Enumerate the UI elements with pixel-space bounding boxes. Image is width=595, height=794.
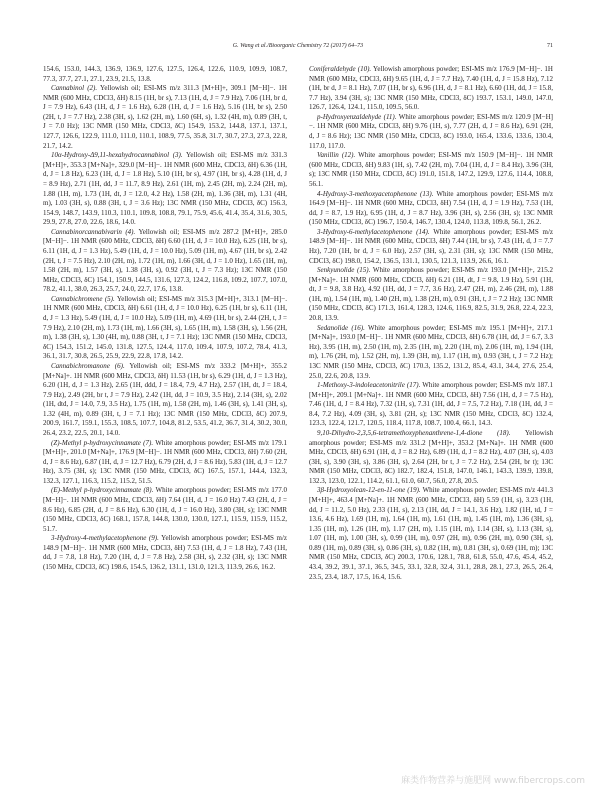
compound-name: 1-Methoxy-3-indoleacetonitrile (17). xyxy=(317,381,421,390)
compound-entry xyxy=(43,295,287,362)
compound-data: Yellowish oil; ESI-MS m/z 331.3 [M+H]+, 353.3 [M+Na]+, 329.0 [M−H]−. 1H NMR (600 MHz, CDCl3, δH) 6.36 (1H, d, J = 1.8 Hz), 6.23 (1H, d, J = 1.8 Hz), 5.10 (1H, br s), 4.97 (1H, br s), 4.28 (1H, d, J = 8.9 Hz), 2.71 (1H, dd, J = 11.7, 8.9 Hz), 2.61 (1H, m), 2.45 (2H, m), 2.24 (2H, m), 1.88 (1H, m), 1.73 (1H, dt, J = 12.0, 4.2 Hz), 1.58 (2H, m), 1.36 (3H, m), 1.31 (4H, m), 1.03 (3H, s), 0.88 (3H, t, J = 3.6 Hz); 13C NMR (150 MHz, CDCl3, δC) 156.3, 154.9, 148.7, 143.9, 110.3, 110.1, 109.8, 108.8, 79.1, 75.9, 45.6, 41.4, 35.4, 31.6, 30.5, 29.9, 27.8, 27.0, 22.6, 18.6, 14.0. xyxy=(43,151,287,227)
compound-name: Cannabinorcannabivarin (4). xyxy=(51,227,136,236)
compound-entry xyxy=(309,151,553,189)
compound-entry xyxy=(309,381,553,429)
compound-name: Cannabinol (2). xyxy=(51,84,98,93)
compound-data: Yellowish amorphous powder; ESI-MS m/z 148.9 [M−H]−. 1H NMR (600 MHz, CDCl3, δH) 7.53 (1H, d, J = 1.8 Hz), 7.43 (1H, dd, J = 7.8, 1.8 Hz), 7.20 (1H, d, J = 7.8 Hz), 2.58 (3H, s), 2.32 (3H, s); 13C NMR (150 MHz, CDCl3, δC) 198.6, 154.5, 136.2, 131.1, 131.0, 121.3, 113.9, 26.6, 16.2. xyxy=(43,534,287,572)
compound-name: 9,10-Dihydro-2,3,5,6-tetramethoxyphenanthrene-1,4-dione (18). xyxy=(317,428,511,437)
compound-entry xyxy=(309,429,553,486)
running-header xyxy=(43,43,553,55)
compound-data: Yellowish amorphous powder; ESI-MS m/z 331.2 [M+H]+, 353.2 [M+Na]+. 1H NMR (600 MHz, CDCl3, δH) 6.91 (1H, d, J = 8.2 Hz), 6.89 (1H, d, J = 8.2 Hz), 4.07 (3H, s), 4.03 (3H, s), 3.90 (3H, s), 3.86 (3H, s), 2.64 (2H, br t, J = 7.2 Hz), 2.54 (2H, br t); 13C NMR (150 MHz, CDCl3, δC) 182.7, 182.4, 151.8, 147.0, 146.1, 143.3, 139.9, 139.8, 132.3, 123.0, 122.1, 114.2, 61.1, 61.0, 60.7, 56.0, 27.8, 20.5. xyxy=(309,428,553,485)
left-column xyxy=(43,65,287,765)
compound-name: (E)-Methyl p-hydroxycinnamate (8). xyxy=(51,486,154,495)
compound-entry xyxy=(43,151,287,228)
compound-entry xyxy=(309,266,553,323)
running-title: G. Wang et al./Bioorganic Chemistry 72 (2017) 64–73 xyxy=(232,43,364,49)
compound-entry xyxy=(43,362,287,439)
compound-data: White amorphous powder; ESI-MS m/z 187.1 [M+H]+, 209.1 [M+Na]+. 1H NMR (600 MHz, CDCl3, δH) 7.56 (1H, d, J = 7.5 Hz), 7.46 (1H, d, J = 8.4 Hz), 7.32 (1H, s), 7.31 (1H, dd, J = 7.5, 7.2 Hz), 7.18 (1H, dd, J = 8.4, 7.2 Hz), 4.09 (3H, s), 3.81 (2H, s); 13C NMR (150 MHz, CDCl3, δC) 132.4, 123.3, 122.4, 121.7, 120.5, 118.4, 117.8, 108.7, 100.4, 66.1, 14.3. xyxy=(309,381,553,428)
compound-name: (Z)-Methyl p-hydroxycinnamate (7). xyxy=(51,438,154,447)
compound-data: Yellowish oil; ESI-MS m/z 287.2 [M+H]+, 285.0 [M−H]−. 1H NMR (600 MHz, CDCl3, δH) 6.60 (1H, d, J = 10.0 Hz), 6.25 (1H, br s), 6.11 (1H, d, J = 1.3 Hz), 5.49 (1H, d, J = 10.0 Hz), 5.09 (1H, m), 4.67 (1H, br s), 2.42 (2H, t, J = 7.5 Hz), 2.10 (2H, m), 1.72 (1H, m), 1.66 (3H, d, J = 1.0 Hz), 1.65 (1H, m), 1.58 (2H, m), 1.57 (3H, s), 1.38 (3H, s), 0.92 (3H, t, J = 7.3 Hz); 13C NMR (150 MHz, CDCl3, δC) 154.1, 150.9, 144.5, 131.6, 127.3, 124.2, 116.8, 109.2, 107.7, 107.0, 78.2, 41.1, 38.0, 26.3, 25.7, 24.0, 22.7, 17.6, 13.8. xyxy=(43,227,287,294)
compound-entry xyxy=(43,439,287,487)
compound-name: Senkyunolide (15). xyxy=(317,266,371,275)
compound-entry xyxy=(309,65,553,113)
compound-data: White amorphous powder; ESI-MS m/z 148.9 [M−H]−. 1H NMR (600 MHz, CDCl3, δH) 7.44 (1H, br s), 7.43 (1H, d, J = 7.7 Hz), 7.20 (1H, br d, J = 6.0 Hz), 2.57 (3H, s), 2.31 (3H, s); 13C NMR (150 MHz, CDCl3, δC) 198.0, 154.2, 136.5, 131.1, 130.5, 121.3, 113.9, 26.6, 16.1. xyxy=(309,227,553,265)
compound-entry xyxy=(309,228,553,266)
compound-data: 154.6, 153.0, 144.3, 136.9, 136.9, 127.6, 127.5, 126.4, 122.6, 110.9, 109.9, 108.7, 77.3, 37.7, 27.1, 27.1, 23.9, 21.5, 13.8. xyxy=(43,65,287,83)
compound-data: Yellowish oil; ESI-MS m/z 311.3 [M+H]+, 309.1 [M−H]−. 1H NMR (600 MHz, CDCl3, δH) 8.15 (1H, br s), 7.13 (1H, d, J = 7.9 Hz), 7.06 (1H, br d, J = 7.9 Hz), 6.43 (1H, d, J = 1.6 Hz), 6.28 (1H, d, J = 1.6 Hz), 5.16 (1H, br s), 2.50 (2H, t, J = 7.7 Hz), 2.38 (3H, s), 1.62 (2H, m), 1.60 (6H, s), 1.32 (4H, m), 0.89 (3H, t, J = 7.0 Hz); 13C NMR (150 MHz, CDCl3, δC) 154.9, 153.2, 144.8, 137.1, 137.1, 127.7, 126.6, 122.9, 111.0, 111.0, 110.1, 108.9, 77.5, 35.8, 31.7, 30.7, 27.3, 27.3, 22.8, 21.7, 14.2. xyxy=(43,84,287,150)
compound-data: White amorphous powder; ESI-MS m/z 150.9 [M−H]−. 1H NMR (600 MHz, CDCl3, δH) 9.83 (1H, s), 7.42 (2H, m), 7.04 (1H, d, J = 8.4 Hz), 3.96 (3H, s); 13C NMR (150 MHz, CDCl3, δC) 191.0, 151.8, 147.2, 129.9, 127.6, 114.4, 108.8, 56.1. xyxy=(309,151,553,188)
compound-name: 10α-Hydroxy-Δ9,11-hexahydrocannabinol (3). xyxy=(51,151,183,160)
compound-name: p-Hydroxyenzaldehyde (11). xyxy=(317,112,397,121)
compound-entry xyxy=(309,486,553,582)
compound-entry xyxy=(43,486,287,534)
compound-name: 3-Hydroxy-6-methylacetophenone (14). xyxy=(317,227,430,236)
compound-data: Yellowish amorphous powder; ESI-MS m/z 176.9 [M−H]−. 1H NMR (600 MHz, CDCl3, δH) 9.65 (1H, d, J = 7.7 Hz), 7.40 (1H, d, J = 15.8 Hz), 7.12 (1H, br d, J = 8.1 Hz), 7.07 (1H, br s), 6.96 (1H, d, J = 8.1 Hz), 6.60 (1H, dd, J = 15.8, 7.7 Hz), 3.94 (3H, s); 13C NMR (150 MHz, CDCl3, δC) 193.7, 153.1, 149.0, 147.0, 126.7, 126.4, 124.1, 115.0, 109.5, 56.0. xyxy=(309,65,553,112)
compound-data: White amorphous powder; ESI-MS m/z 164.9 [M−H]−. 1H NMR (600 MHz, CDCl3, δH) 7.54 (1H, d, J = 1.9 Hz), 7.53 (1H, dd, J = 8.7, 1.9 Hz), 6.95 (1H, d, J = 8.7 Hz), 3.96 (3H, s), 2.56 (3H, s); 13C NMR (150 MHz, CDCl3, δC) 196.7, 150.4, 146.7, 130.4, 124.0, 113.8, 109.8, 56.1, 26.2. xyxy=(309,189,553,227)
compound-name: Cannabichromene (5). xyxy=(51,294,115,303)
right-column xyxy=(309,65,553,765)
compound-data: White amorphous powder; ESI-MS m/z 120.9 [M−H]−. 1H NMR (600 MHz, CDCl3, δH) 9.76 (1H, s), 7.77 (2H, d, J = 8.6 Hz), 6.91 (2H, d, J = 8.6 Hz); 13C NMR (150 MHz, CDCl3, δC) 193.0, 165.4, 133.6, 133.6, 130.4, 117.0, 117.0. xyxy=(309,112,553,150)
compound-name: 3β-Hydroxyolean-12-en-11-one (19). xyxy=(317,486,421,495)
compound-data: Yellowish oil; ESI-MS m/z 315.3 [M+H]+, 313.1 [M−H]−. 1H NMR (600 MHz, CDCl3, δH) 6.61 (1H, d, J = 10.0 Hz), 6.25 (1H, br s), 6.11 (1H, d, J = 1.3 Hz), 5.49 (1H, d, J = 10.0 Hz), 5.09 (1H, m), 4.69 (1H, br s), 2.44 (2H, t, J = 7.9 Hz), 2.10 (2H, m), 1.73 (1H, m), 1.66 (3H, s), 1.65 (1H, m), 1.58 (3H, s), 1.56 (2H, m), 1.38 (3H, s), 1.30 (4H, m), 0.88 (3H, t, J = 7.1 Hz); 13C NMR (150 MHz, CDCl3, δC) 154.3, 151.2, 145.0, 131.8, 127.5, 124.4, 117.0, 109.4, 107.9, 107.2, 78.4, 41.3, 36.1, 31.7, 30.8, 26.5, 25.9, 22.9, 22.8, 17.8, 14.2. xyxy=(43,294,287,361)
compound-entry xyxy=(309,324,553,381)
compound-entry xyxy=(43,228,287,295)
watermark: 麻类作物营养与施肥网 www.fibercrops.com xyxy=(401,776,585,786)
compound-entry xyxy=(43,65,287,84)
compound-data: White amorphous powder; ESI-MS m/z 441.3 [M+H]+, 463.4 [M+Na]+. 1H NMR (600 MHz, CDCl3, δH) 5.59 (1H, s), 3.23 (1H, dd, J = 11.2, 5.0 Hz), 2.33 (1H, s), 2.13 (1H, dd, J = 14.1, 3.6 Hz), 1.82 (1H, td, J = 13.6, 4.6 Hz), 1.69 (1H, m), 1.64 (1H, m), 1.61 (1H, m), 1.45 (1H, m), 1.36 (3H, s), 1.35 (1H, m), 1.26 (1H, m), 1.17 (2H, m), 1.15 (1H, m), 1.14 (3H, s), 1.13 (3H, s), 1.07 (1H, m), 1.00 (3H, s), 0.99 (1H, m), 0.97 (2H, m), 0.96 (2H, m), 0.90 (3H, s), 0.89 (1H, m), 0.89 (3H, s), 0.86 (3H, s), 0.82 (1H, m), 0.81 (3H, s), 0.69 (1H, m); 13C NMR (150 MHz, CDCl3, δC) 200.3, 170.6, 128.1, 78.8, 61.8, 55.0, 47.6, 45.4, 45.2, 43.4, 39.2, 39.1, 37.1, 36.5, 34.5, 33.1, 32.8, 32.4, 31.1, 28.8, 28.1, 27.3, 26.5, 26.4, 23.5, 23.4, 18.7, 17.5, 16.4, 15.6. xyxy=(309,486,553,581)
compound-data: White amorphous powder; ESI-MS m/z 177.0 [M−H]−. 1H NMR (600 MHz, CDCl3, δH) 7.64 (1H, d, J = 16.0 Hz) 7.43 (2H, d, J = 8.6 Hz), 6.85 (2H, d, J = 8.6 Hz), 6.30 (1H, d, J = 16.0 Hz), 3.80 (3H, s); 13C NMR (150 MHz, CDCl3, δC) 168.1, 157.8, 144.8, 130.0, 130.0, 127.1, 115.9, 115.9, 115.2, 51.7. xyxy=(43,486,287,533)
compound-entry xyxy=(309,113,553,151)
compound-name: Cannabichromanone (6). xyxy=(51,361,125,370)
compound-name: Vanillin (12). xyxy=(317,151,356,160)
compound-name: Sedanolide (16). xyxy=(317,323,365,332)
page-number: 71 xyxy=(547,43,553,49)
compound-data: White amorphous powder; ESI-MS m/z 195.1 [M+H]+, 217.1 [M+Na]+, 193.0 [M−H]−. 1H NMR (600 MHz, CDCl3, δH) 6.78 (1H, dd, J = 6.7, 3.3 Hz), 3.95 (1H, m), 2.50 (1H, m), 2.35 (1H, m), 2.20 (1H, m), 2.06 (1H, m), 1.94 (1H, m), 1.76 (2H, m), 1.52 (2H, m), 1.39 (3H, m), 1.17 (1H, m), 0.93 (3H, t, J = 7.2 Hz); 13C NMR (150 MHz, CDCl3, δC) 170.3, 135.2, 131.2, 85.4, 43.1, 34.4, 27.6, 25.4, 25.0, 22.6, 20.8, 13.9. xyxy=(309,323,553,380)
compound-data: Yellowish oil; ESI-MS m/z 333.2 [M+H]+, 355.2 [M+Na]+. 1H NMR (600 MHz, CDCl3, δH) 11.53 (1H, br s), 6.29 (1H, d, J = 1.3 Hz), 6.20 (1H, d, J = 1.3 Hz), 2.65 (1H, ddd, J = 18.4, 7.9, 4.7 Hz), 2.57 (1H, dt, J = 18.4, 7.9 Hz), 2.49 (2H, br t, J = 7.9 Hz), 2.42 (1H, dd, J = 10.9, 3.5 Hz), 2.14 (3H, s), 2.02 (1H, dtd, J = 14.0, 7.9, 3.5 Hz), 1.75 (1H, m), 1.58 (2H, m), 1.46 (3H, s), 1.41 (3H, s), 1.32 (4H, m), 0.89 (3H, t, J = 7.1 Hz); 13C NMR (150 MHz, CDCl3, δC) 207.9, 200.9, 161.7, 159.1, 155.3, 108.5, 107.7, 104.8, 81.2, 53.5, 41.2, 36.7, 31.4, 30.2, 30.0, 26.4, 23.2, 22.5, 20.1, 14.0. xyxy=(43,361,287,437)
compound-name: 3-Hydroxy-4-methylacetophenone (9). xyxy=(51,534,159,543)
compound-entry xyxy=(309,190,553,228)
compound-name: Coniferaldehyde (10). xyxy=(309,65,372,73)
compound-name: 4-Hydroxy-3-methoxyacetophenone (13). xyxy=(317,189,434,198)
compound-data: White amorphous powder; ESI-MS m/z 179.1 [M+H]+, 201.0 [M+Na]+, 176.9 [M−H]−. 1H NMR (600 MHz, CDCl3, δH) 7.60 (2H, d, J = 8.6 Hz), 6.87 (1H, d, J = 12.7 Hz), 6.79 (2H, d, J = 8.6 Hz), 5.83 (1H, d, J = 12.7 Hz), 3.75 (3H, s); 13C NMR (150 MHz, CDCl3, δC) 167.5, 157.1, 144.4, 132.3, 132.3, 127.1, 116.3, 115.2, 115.2, 51.5. xyxy=(43,438,287,485)
compound-data: White amorphous powder; ESI-MS m/z 193.0 [M+H]+, 215.2 [M+Na]+. 1H NMR (600 MHz, CDCl3, δH) 6.21 (1H, dt, J = 9.8, 1.9 Hz), 5.91 (1H, dt, J = 9.8, 3.8 Hz), 4.92 (1H, dd, J = 7.7, 3.6 Hz), 2.47 (2H, m), 2.46 (2H, m), 1.88 (1H, m), 1.54 (1H, m), 1.40 (2H, m), 1.38 (2H, m), 0.91 (3H, t, J = 7.2 Hz); 13C NMR (150 MHz, CDCl3, δC) 171.3, 161.4, 128.3, 124.6, 116.9, 82.5, 31.9, 26.8, 22.4, 22.3, 20.8, 13.9. xyxy=(309,266,553,323)
compound-entry xyxy=(43,534,287,572)
compound-entry xyxy=(43,84,287,151)
